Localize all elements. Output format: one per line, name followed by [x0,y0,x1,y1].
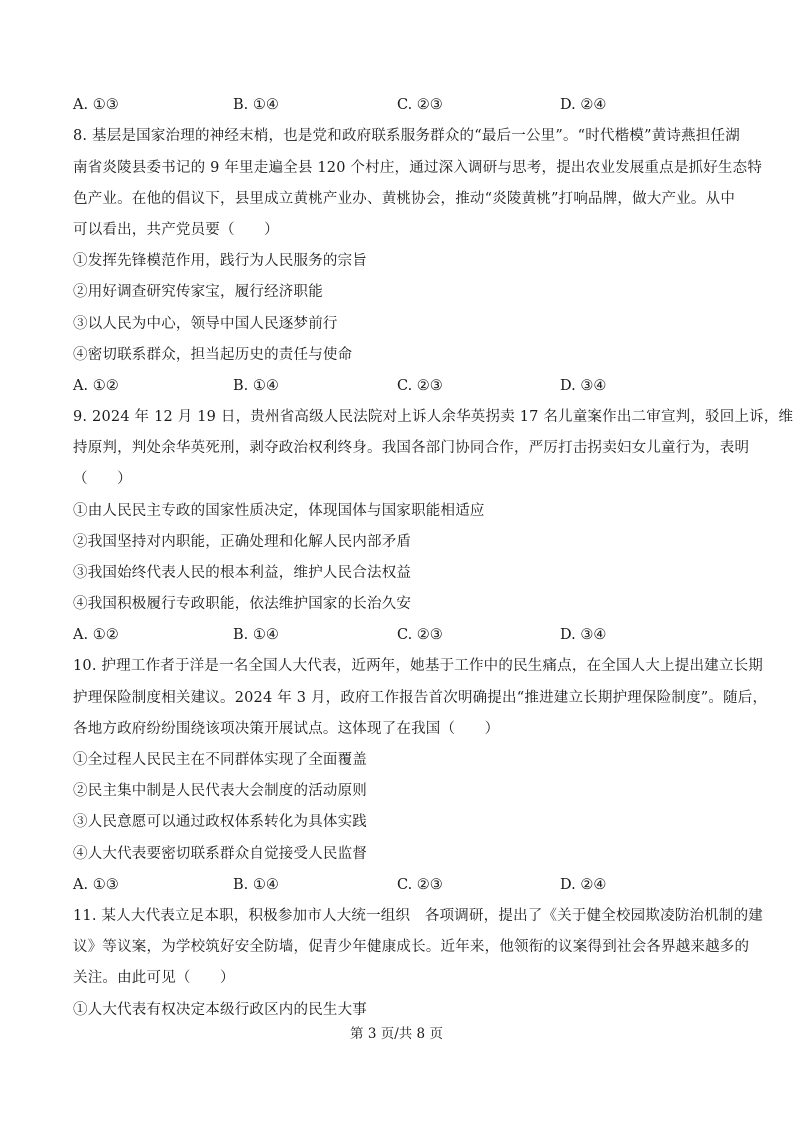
q8-stem-line: 色产业。在他的倡议下，县里成立黄桃产业办、黄桃协会，推动“炎陵黄桃”打响品牌，做大产业。从中 [73,191,736,207]
q9-option-c: C. ②③ [397,627,443,643]
q8-stem-line: 南省炎陵县委书记的 9 年里走遍全县 120 个村庄，通过深入调研与思考，提出农业发展重点是抓好生态特 [73,160,763,176]
q9-options [73,625,723,645]
q9-statement: ③我国始终代表人民的根本利益，维护人民合法权益 [73,565,412,581]
q9-statement: ①由人民民主专政的国家性质决定，体现国体与国家职能相适应 [73,503,485,519]
q9-option-b: B. ①④ [233,627,279,643]
q10-statement: ①全过程人民民主在不同群体实现了全面覆盖 [73,752,367,768]
q9-statement: ④我国积极履行专政职能，依法维护国家的长治久安 [73,596,412,612]
q10-option-a: A. ①③ [73,877,119,893]
q8-statement: ③以人民为中心，领导中国人民逐梦前行 [73,316,338,332]
q10-stem-line: 护理保险制度相关建议。2024 年 3 月，政府工作报告首次明确提出“推进建立长期护理保险制度”。随后， [73,690,768,706]
q10-options [73,875,723,895]
page-footer: 第 3 页/共 8 页 [350,1026,443,1042]
q11-statement: ①人大代表有权决定本级行政区内的民生大事 [73,1002,367,1018]
q7-option-d: D. ②④ [560,97,607,113]
q8-statement: ④密切联系群众，担当起历史的责任与使命 [73,347,353,363]
q10-stem-line: 各地方政府纷纷围绕该项决策开展试点。这体现了在我国（ ） [73,721,500,737]
q11-stem-line: 议》等议案，为学校筑好安全防墙，促青少年健康成长。近年来，他领衔的议案得到社会各界越来越多的 [73,939,750,955]
q10-statement: ②民主集中制是人民代表大会制度的活动原则 [73,783,367,799]
q8-option-c: C. ②③ [397,378,443,394]
q11-stem-line: 11. 某人大代表立足本职，积极参加市人大统一组织 各项调研，提出了《关于健全校园欺凌防治机制的建 [73,908,763,924]
q7-option-b: B. ①④ [233,97,279,113]
q8-option-b: B. ①④ [233,378,279,394]
q9-stem-line: 9. 2024 年 12 月 19 日，贵州省高级人民法院对上诉人余华英拐卖 17 名儿童案作出二审宣判，驳回上诉，维 [73,409,793,425]
q10-option-c: C. ②③ [397,877,443,893]
q8-option-d: D. ③④ [560,378,607,394]
q10-option-b: B. ①④ [233,877,279,893]
q9-statement: ②我国坚持对内职能，正确处理和化解人民内部矛盾 [73,534,412,550]
q8-stem-line: 可以看出，共产党员要（ ） [73,222,279,238]
q10-statement: ③人民意愿可以通过政权体系转化为具体实践 [73,814,367,830]
q7-options [73,95,723,115]
q9-stem-line: （ ） [73,471,132,487]
q10-statement: ④人大代表要密切联系群众自觉接受人民监督 [73,846,367,862]
q9-stem-line: 持原判，判处余华英死刑，剥夺政治权利终身。我国各部门协同合作，严厉打击拐卖妇女儿童行为，表明 [73,440,750,456]
q8-option-a: A. ①② [73,378,119,394]
q9-option-a: A. ①② [73,627,119,643]
q8-options [73,376,723,396]
q8-statement: ①发挥先锋模范作用，践行为人民服务的宗旨 [73,253,367,269]
q8-statement: ②用好调查研究传家宝，履行经济职能 [73,284,323,300]
q9-option-d: D. ③④ [560,627,607,643]
q7-option-c: C. ②③ [397,97,443,113]
q11-stem-line: 关注。由此可见（ ） [73,970,235,986]
q8-stem-line: 8. 基层是国家治理的神经末梢，也是党和政府联系服务群众的“最后一公里”。“时代楷模”黄诗燕担任湖 [73,128,740,144]
q7-option-a: A. ①③ [73,97,119,113]
q10-option-d: D. ②④ [560,877,607,893]
q10-stem-line: 10. 护理工作者于洋是一名全国人大代表，近两年，她基于工作中的民生痛点，在全国人大上提出建立长期 [73,658,763,674]
